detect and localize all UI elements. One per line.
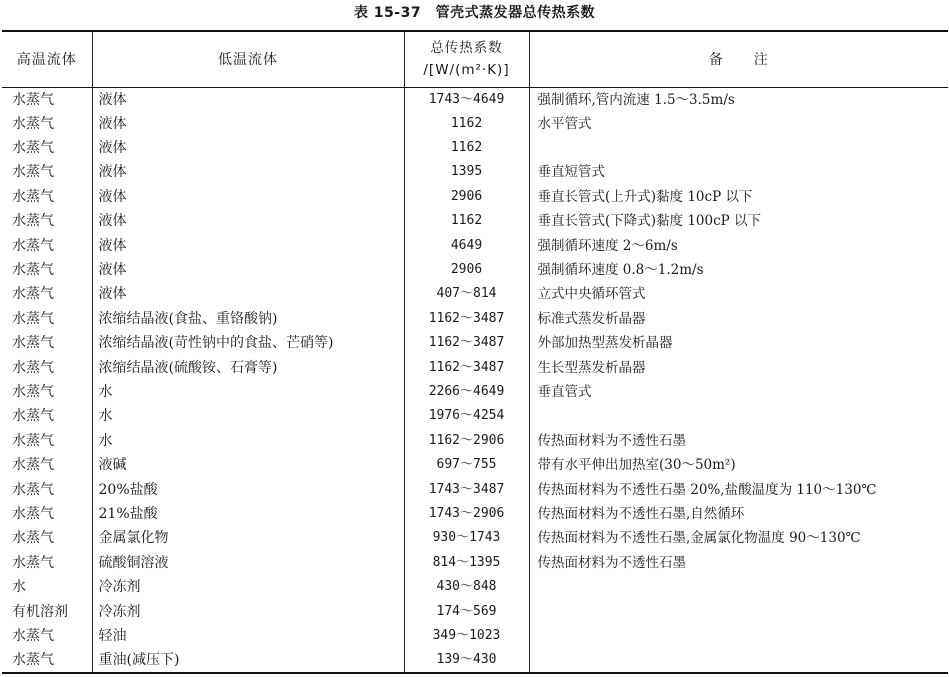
cell-hot-fluid: 水蒸气: [2, 453, 92, 477]
cell-cold-fluid: 液体: [92, 87, 404, 112]
cell-coefficient: 174～569: [404, 599, 529, 623]
cell-cold-fluid: 浓缩结晶液(苛性钠中的食盐、芒硝等): [92, 331, 404, 355]
cell-note: 传热面材料为不透性石墨,自然循环: [537, 505, 745, 522]
cell-cold-fluid: 液体: [92, 160, 404, 184]
table-row: [2, 258, 948, 282]
cell-coefficient: 1743～3487: [404, 477, 529, 501]
table-row: [2, 502, 948, 526]
cell-hot-fluid: 水蒸气: [2, 648, 92, 673]
cell-coefficient: 430～848: [404, 575, 529, 599]
cell-coefficient: 139～430: [404, 648, 529, 673]
cell-note: 垂直长管式(上升式)黏度 10cP 以下: [537, 188, 753, 205]
cell-coefficient: 1162～3487: [404, 355, 529, 379]
cell-note: 标准式蒸发析晶器: [537, 310, 646, 327]
cell-cold-fluid: 水: [92, 404, 404, 428]
header-hot-fluid: 高温流体: [2, 31, 92, 87]
header-cold-fluid: 低温流体: [92, 31, 404, 87]
table-row: [2, 87, 948, 112]
cell-coefficient: 697～755: [404, 453, 529, 477]
cell-cold-fluid: 液体: [92, 282, 404, 306]
cell-cold-fluid: 液体: [92, 112, 404, 136]
cell-note: 传热面材料为不透性石墨: [537, 554, 686, 571]
cell-hot-fluid: 水: [2, 575, 92, 599]
cell-coefficient: 930～1743: [404, 526, 529, 550]
cell-hot-fluid: 有机溶剂: [2, 599, 92, 623]
cell-note: [529, 136, 948, 160]
cell-note: 传热面材料为不透性石墨,金属氯化物温度 90～130℃: [537, 530, 861, 547]
header-coefficient-line1: 总传热系数: [430, 40, 503, 57]
cell-hot-fluid: 水蒸气: [2, 112, 92, 136]
table-row: [2, 599, 948, 623]
cell-hot-fluid: 水蒸气: [2, 502, 92, 526]
cell-cold-fluid: 液体: [92, 185, 404, 209]
cell-cold-fluid: 浓缩结晶液(食盐、重铬酸钠): [92, 307, 404, 331]
cell-note: 水平管式: [537, 115, 592, 132]
table-row: [2, 575, 948, 599]
table-row: [2, 185, 948, 209]
table-row: [2, 209, 948, 233]
cell-cold-fluid: 重油(减压下): [92, 648, 404, 673]
table-title: 表 15-37 管壳式蒸发器总传热系数: [353, 5, 596, 21]
cell-cold-fluid: 液体: [92, 258, 404, 282]
table-row: [2, 380, 948, 404]
cell-coefficient: 1395: [404, 160, 529, 184]
cell-note: [529, 648, 948, 673]
cell-note: 立式中央循环管式: [537, 286, 646, 303]
cell-hot-fluid: 水蒸气: [2, 624, 92, 648]
cell-cold-fluid: 液体: [92, 233, 404, 257]
cell-hot-fluid: 水蒸气: [2, 307, 92, 331]
cell-note: [529, 599, 948, 623]
cell-coefficient: 2266～4649: [404, 380, 529, 404]
table-row: [2, 526, 948, 550]
table-row: [2, 551, 948, 575]
cell-coefficient: 2906: [404, 258, 529, 282]
cell-cold-fluid: 冷冻剂: [92, 599, 404, 623]
cell-note: 强制循环速度 2～6m/s: [537, 237, 678, 254]
cell-note: 垂直短管式: [537, 164, 605, 181]
cell-hot-fluid: 水蒸气: [2, 404, 92, 428]
header-coefficient: [404, 31, 529, 87]
cell-hot-fluid: 水蒸气: [2, 258, 92, 282]
cell-note: 带有水平伸出加热室(30～50m²): [537, 457, 736, 474]
table-row: [2, 429, 948, 453]
table-row: [2, 453, 948, 477]
table-row: [2, 648, 948, 673]
cell-cold-fluid: 水: [92, 429, 404, 453]
cell-note: 生长型蒸发析晶器: [537, 359, 646, 376]
table-row: [2, 624, 948, 648]
table-row: [2, 233, 948, 257]
table-row: [2, 331, 948, 355]
cell-coefficient: 349～1023: [404, 624, 529, 648]
cell-cold-fluid: 液体: [92, 136, 404, 160]
cell-note: 强制循环,管内流速 1.5～3.5m/s: [537, 91, 735, 108]
cell-cold-fluid: 21%盐酸: [92, 502, 404, 526]
cell-note: [529, 624, 948, 648]
cell-hot-fluid: 水蒸气: [2, 87, 92, 112]
cell-coefficient: 1162～2906: [404, 429, 529, 453]
cell-cold-fluid: 冷冻剂: [92, 575, 404, 599]
cell-hot-fluid: 水蒸气: [2, 160, 92, 184]
header-coefficient-line2: /[W/(m²·K)]: [423, 62, 510, 79]
table-row: [2, 112, 948, 136]
cell-cold-fluid: 液体: [92, 209, 404, 233]
cell-hot-fluid: 水蒸气: [2, 551, 92, 575]
cell-hot-fluid: 水蒸气: [2, 526, 92, 550]
cell-coefficient: 1162: [404, 209, 529, 233]
cell-cold-fluid: 轻油: [92, 624, 404, 648]
cell-note: 传热面材料为不透性石墨: [537, 432, 686, 449]
cell-coefficient: 1162～3487: [404, 331, 529, 355]
cell-coefficient: 814～1395: [404, 551, 529, 575]
cell-hot-fluid: 水蒸气: [2, 355, 92, 379]
cell-note: 外部加热型蒸发析晶器: [537, 335, 673, 352]
cell-coefficient: 1743～2906: [404, 502, 529, 526]
cell-cold-fluid: 液碱: [92, 453, 404, 477]
cell-note: 强制循环速度 0.8～1.2m/s: [537, 262, 704, 279]
cell-note: 垂直长管式(下降式)黏度 100cP 以下: [537, 213, 762, 230]
cell-cold-fluid: 硫酸铜溶液: [92, 551, 404, 575]
cell-hot-fluid: 水蒸气: [2, 380, 92, 404]
heat-transfer-table: [2, 30, 948, 674]
cell-cold-fluid: 水: [92, 380, 404, 404]
cell-cold-fluid: 金属氯化物: [92, 526, 404, 550]
cell-hot-fluid: 水蒸气: [2, 331, 92, 355]
table-row: [2, 282, 948, 306]
cell-coefficient: 1162: [404, 112, 529, 136]
cell-coefficient: 2906: [404, 185, 529, 209]
table-header: [2, 31, 948, 87]
table-row: [2, 307, 948, 331]
cell-hot-fluid: 水蒸气: [2, 477, 92, 501]
cell-coefficient: 1162～3487: [404, 307, 529, 331]
cell-note: [529, 404, 948, 428]
cell-hot-fluid: 水蒸气: [2, 209, 92, 233]
cell-coefficient: 1162: [404, 136, 529, 160]
cell-hot-fluid: 水蒸气: [2, 136, 92, 160]
cell-coefficient: 1976～4254: [404, 404, 529, 428]
header-row: [2, 31, 948, 87]
cell-hot-fluid: 水蒸气: [2, 429, 92, 453]
cell-cold-fluid: 20%盐酸: [92, 477, 404, 501]
cell-coefficient: 4649: [404, 233, 529, 257]
cell-hot-fluid: 水蒸气: [2, 185, 92, 209]
cell-hot-fluid: 水蒸气: [2, 282, 92, 306]
table-row: [2, 160, 948, 184]
cell-cold-fluid: 浓缩结晶液(硫酸铵、石膏等): [92, 355, 404, 379]
cell-note: [529, 575, 948, 599]
table-row: [2, 355, 948, 379]
table-body: [2, 87, 948, 673]
table-row: [2, 477, 948, 501]
cell-note: 垂直管式: [537, 383, 592, 400]
cell-hot-fluid: 水蒸气: [2, 233, 92, 257]
header-note: 备 注: [529, 31, 948, 87]
cell-note: 传热面材料为不透性石墨 20%,盐酸温度为 110～130℃: [537, 481, 877, 498]
cell-coefficient: 1743～4649: [404, 87, 529, 112]
table-row: [2, 136, 948, 160]
cell-coefficient: 407～814: [404, 282, 529, 306]
table-row: [2, 404, 948, 428]
